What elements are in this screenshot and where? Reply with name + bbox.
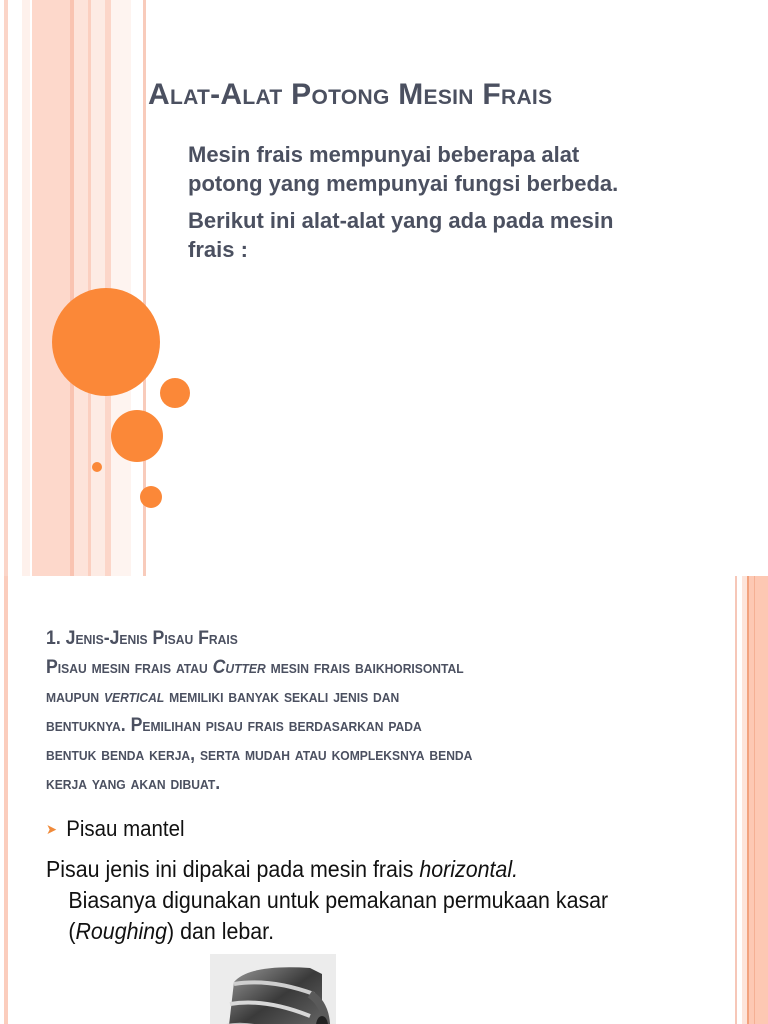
section-heading [46,624,678,798]
stripe [735,576,737,1024]
italic-term: Roughing [75,918,168,944]
decorative-circle-small [160,378,190,408]
text: maupun [46,686,104,707]
paragraph: Mesin frais mempunyai beberapa alat potong yang mempunyai fungsi berbeda. [188,142,619,196]
italic-term: horizontal. [419,856,519,882]
text: ( [68,918,76,944]
slide-title: Alat-Alat Potong Mesin Frais [148,78,553,111]
stripe [22,0,30,576]
cutter-illustration [210,954,336,1024]
stripe [754,576,755,1024]
italic-term: vertical [103,686,165,707]
helical-cutter-image [210,954,336,1024]
slide-2 [0,576,768,1024]
text: memiliki banyak sekali jenis dan [164,686,400,707]
heading-line: bentuk benda kerja, serta mudah atau kompleksnya benda [46,744,473,765]
decorative-circle-large [52,288,160,396]
arrow-bullet-icon: ➤ [46,820,57,837]
heading-line: kerja yang akan dibuat. [46,773,221,794]
text: Pisau mesin frais atau [46,657,213,678]
paragraph: Berikut ini alat-alat yang ada pada mesin frais : [188,208,614,262]
stripe [74,0,88,576]
decorative-circle-tiny [92,462,102,472]
text: mesin frais baikhorisontal [265,657,464,678]
text: Biasanya digunakan untuk pemakanan permukaan kasar [68,887,609,913]
stripe [4,0,8,576]
heading-line: 1. Jenis-Jenis Pisau Frais [46,628,238,649]
decorative-circle-small-2 [140,486,162,508]
text: ) dan lebar. [167,918,275,944]
bullet-item [46,816,184,842]
text-line [46,916,697,947]
heading-line [46,653,678,682]
heading-line [46,682,678,711]
italic-term: Cutter [212,657,266,678]
stripe [32,0,70,576]
stripe [749,576,768,1024]
stripe [4,576,8,1024]
bullet-label: Pisau mantel [66,816,185,841]
slide-body [188,140,658,272]
heading-line: bentuknya. Pemilihan pisau frais berdasarkan pada [46,715,422,736]
text: Pisau jenis ini dipakai pada mesin frais [46,856,420,882]
decorative-circle-medium [111,410,163,462]
description-paragraph [46,854,697,947]
